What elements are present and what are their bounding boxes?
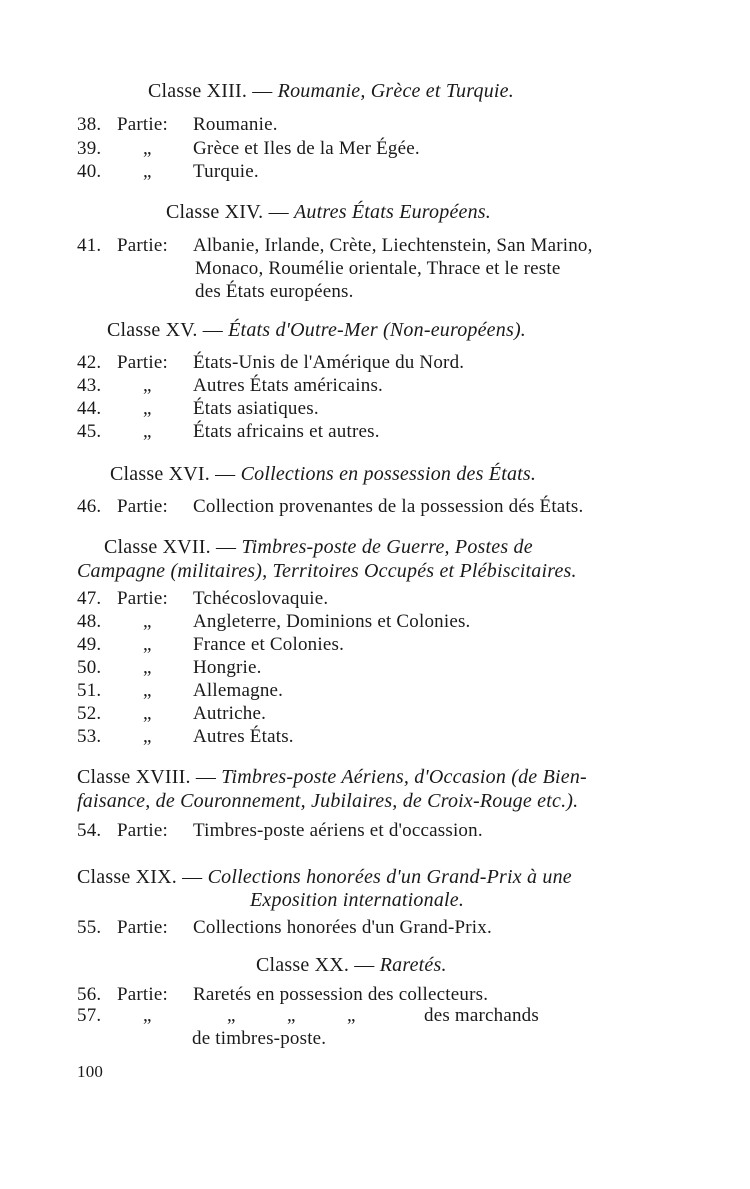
- class-title: Timbres-poste de Guerre, Postes de: [241, 536, 533, 558]
- class-title: États d'Outre-Mer (Non-européens).: [228, 319, 527, 341]
- entry-number: 47.: [77, 588, 102, 609]
- entry-number: 50.: [77, 657, 102, 678]
- entry-text: États africains et autres.: [193, 421, 380, 442]
- entry-text: États-Unis de l'Amérique du Nord.: [193, 352, 465, 373]
- entry-number: 57.: [77, 1005, 102, 1026]
- page-number: 100: [77, 1062, 104, 1081]
- entry-text: États asiatiques.: [193, 398, 319, 419]
- class-heading-xviii: [77, 766, 587, 789]
- class-title: Timbres-poste Aériens, d'Occasion (de Bien-: [221, 766, 587, 788]
- class-title: Campagne (militaires), Territoires Occupés et Plébiscitaires.: [77, 560, 577, 582]
- class-label: Classe XIX. —: [77, 866, 203, 888]
- partie-label: Partie:: [117, 235, 168, 256]
- entry-number: 44.: [77, 398, 102, 419]
- class-heading-xix: [77, 866, 572, 889]
- entry-text: Timbres-poste aériens et d'occassion.: [193, 820, 483, 841]
- entry-number: 52.: [77, 703, 102, 724]
- class-label: Classe XVI. —: [110, 463, 236, 485]
- partie-label: Partie:: [117, 820, 168, 841]
- class-heading-xviii-continuation: [77, 790, 578, 813]
- entry-text: des marchands: [424, 1005, 539, 1026]
- ditto-mark: „: [227, 1005, 236, 1026]
- entry-number: 51.: [77, 680, 102, 701]
- entry-text-line: de timbres-poste.: [192, 1028, 327, 1049]
- class-heading-xiv: [166, 201, 491, 224]
- partie-label: Partie:: [117, 496, 168, 517]
- ditto-mark: „: [143, 1005, 152, 1026]
- class-title: Roumanie, Grèce et Turquie.: [277, 80, 514, 102]
- partie-label: Partie:: [117, 352, 168, 373]
- class-heading-xx: [256, 954, 447, 977]
- ditto-mark: „: [143, 634, 152, 655]
- entry-text: Tchécoslovaquie.: [193, 588, 329, 609]
- partie-label: Partie:: [117, 984, 168, 1005]
- entry-number: 54.: [77, 820, 102, 841]
- entry-text: France et Colonies.: [193, 634, 345, 655]
- entry-text-line: des États européens.: [195, 281, 354, 302]
- ditto-mark: „: [347, 1005, 356, 1026]
- ditto-mark: „: [143, 375, 152, 396]
- class-label: Classe XX. —: [256, 954, 375, 976]
- partie-label: Partie:: [117, 114, 168, 135]
- class-heading-xix-continuation: [250, 889, 464, 912]
- entry-text-line: Monaco, Roumélie orientale, Thrace et le reste: [195, 258, 561, 279]
- ditto-mark: „: [143, 703, 152, 724]
- ditto-mark: „: [143, 611, 152, 632]
- class-label: Classe XVIII. —: [77, 766, 217, 788]
- entry-number: 43.: [77, 375, 102, 396]
- class-heading-xiii: [148, 80, 514, 103]
- ditto-mark: „: [143, 138, 152, 159]
- entry-text: Collections honorées d'un Grand-Prix.: [193, 917, 492, 938]
- class-heading-xv: [107, 319, 526, 342]
- entry-number: 41.: [77, 235, 102, 256]
- class-heading-xvii-continuation: [77, 560, 577, 583]
- class-title: Autres États Européens.: [294, 201, 491, 223]
- class-label: Classe XVII. —: [104, 536, 237, 558]
- class-heading-xvii: [104, 536, 533, 559]
- class-heading-xvi: [110, 463, 536, 486]
- class-title: Raretés.: [379, 954, 447, 976]
- entry-text-continuation: [192, 1028, 326, 1050]
- ditto-mark: „: [287, 1005, 296, 1026]
- entry-number: 38.: [77, 114, 102, 135]
- ditto-mark: „: [143, 161, 152, 182]
- class-label: Classe XV. —: [107, 319, 223, 341]
- ditto-mark: „: [143, 680, 152, 701]
- entry-number: 53.: [77, 726, 102, 747]
- class-title: Collections honorées d'un Grand-Prix à une: [207, 866, 572, 888]
- entry-number: 45.: [77, 421, 102, 442]
- class-title: Exposition internationale.: [250, 889, 465, 911]
- class-label: Classe XIV. —: [166, 201, 289, 223]
- entry-text: Hongrie.: [193, 657, 262, 678]
- entry-text: Allemagne.: [193, 680, 284, 701]
- ditto-mark: „: [143, 421, 152, 442]
- class-title: faisance, de Couronnement, Jubilaires, de Croix-Rouge etc.).: [77, 790, 579, 812]
- entry-text: Grèce et Iles de la Mer Égée.: [193, 138, 420, 159]
- entry-number: 46.: [77, 496, 102, 517]
- ditto-mark: „: [143, 726, 152, 747]
- entry-number: 55.: [77, 917, 102, 938]
- class-title: Collections en possession des États.: [240, 463, 537, 485]
- entry-number: 49.: [77, 634, 102, 655]
- entry-text: Albanie, Irlande, Crète, Liechtenstein, San Marino,: [193, 235, 593, 256]
- entry-text: Angleterre, Dominions et Colonies.: [193, 611, 471, 632]
- partie-label: Partie:: [117, 917, 168, 938]
- entry-text: Roumanie.: [193, 114, 278, 135]
- entry-text: Turquie.: [193, 161, 259, 182]
- ditto-mark: „: [143, 398, 152, 419]
- entry-number: 56.: [77, 984, 102, 1005]
- ditto-mark: „: [143, 657, 152, 678]
- entry-text: Raretés en possession des collecteurs.: [193, 984, 489, 1005]
- entry-text: Autres États.: [193, 726, 294, 747]
- entry-text: Autres États américains.: [193, 375, 383, 396]
- entry-number: 40.: [77, 161, 102, 182]
- entry-text: Collection provenantes de la possession dés États.: [193, 496, 584, 517]
- entry-text-continuation: [195, 281, 354, 303]
- entry-text-continuation: [195, 258, 678, 280]
- entry-number: 42.: [77, 352, 102, 373]
- class-label: Classe XIII. —: [148, 80, 273, 102]
- entry-text: Autriche.: [193, 703, 267, 724]
- entry-number: 48.: [77, 611, 102, 632]
- entry-number: 39.: [77, 138, 102, 159]
- partie-label: Partie:: [117, 588, 168, 609]
